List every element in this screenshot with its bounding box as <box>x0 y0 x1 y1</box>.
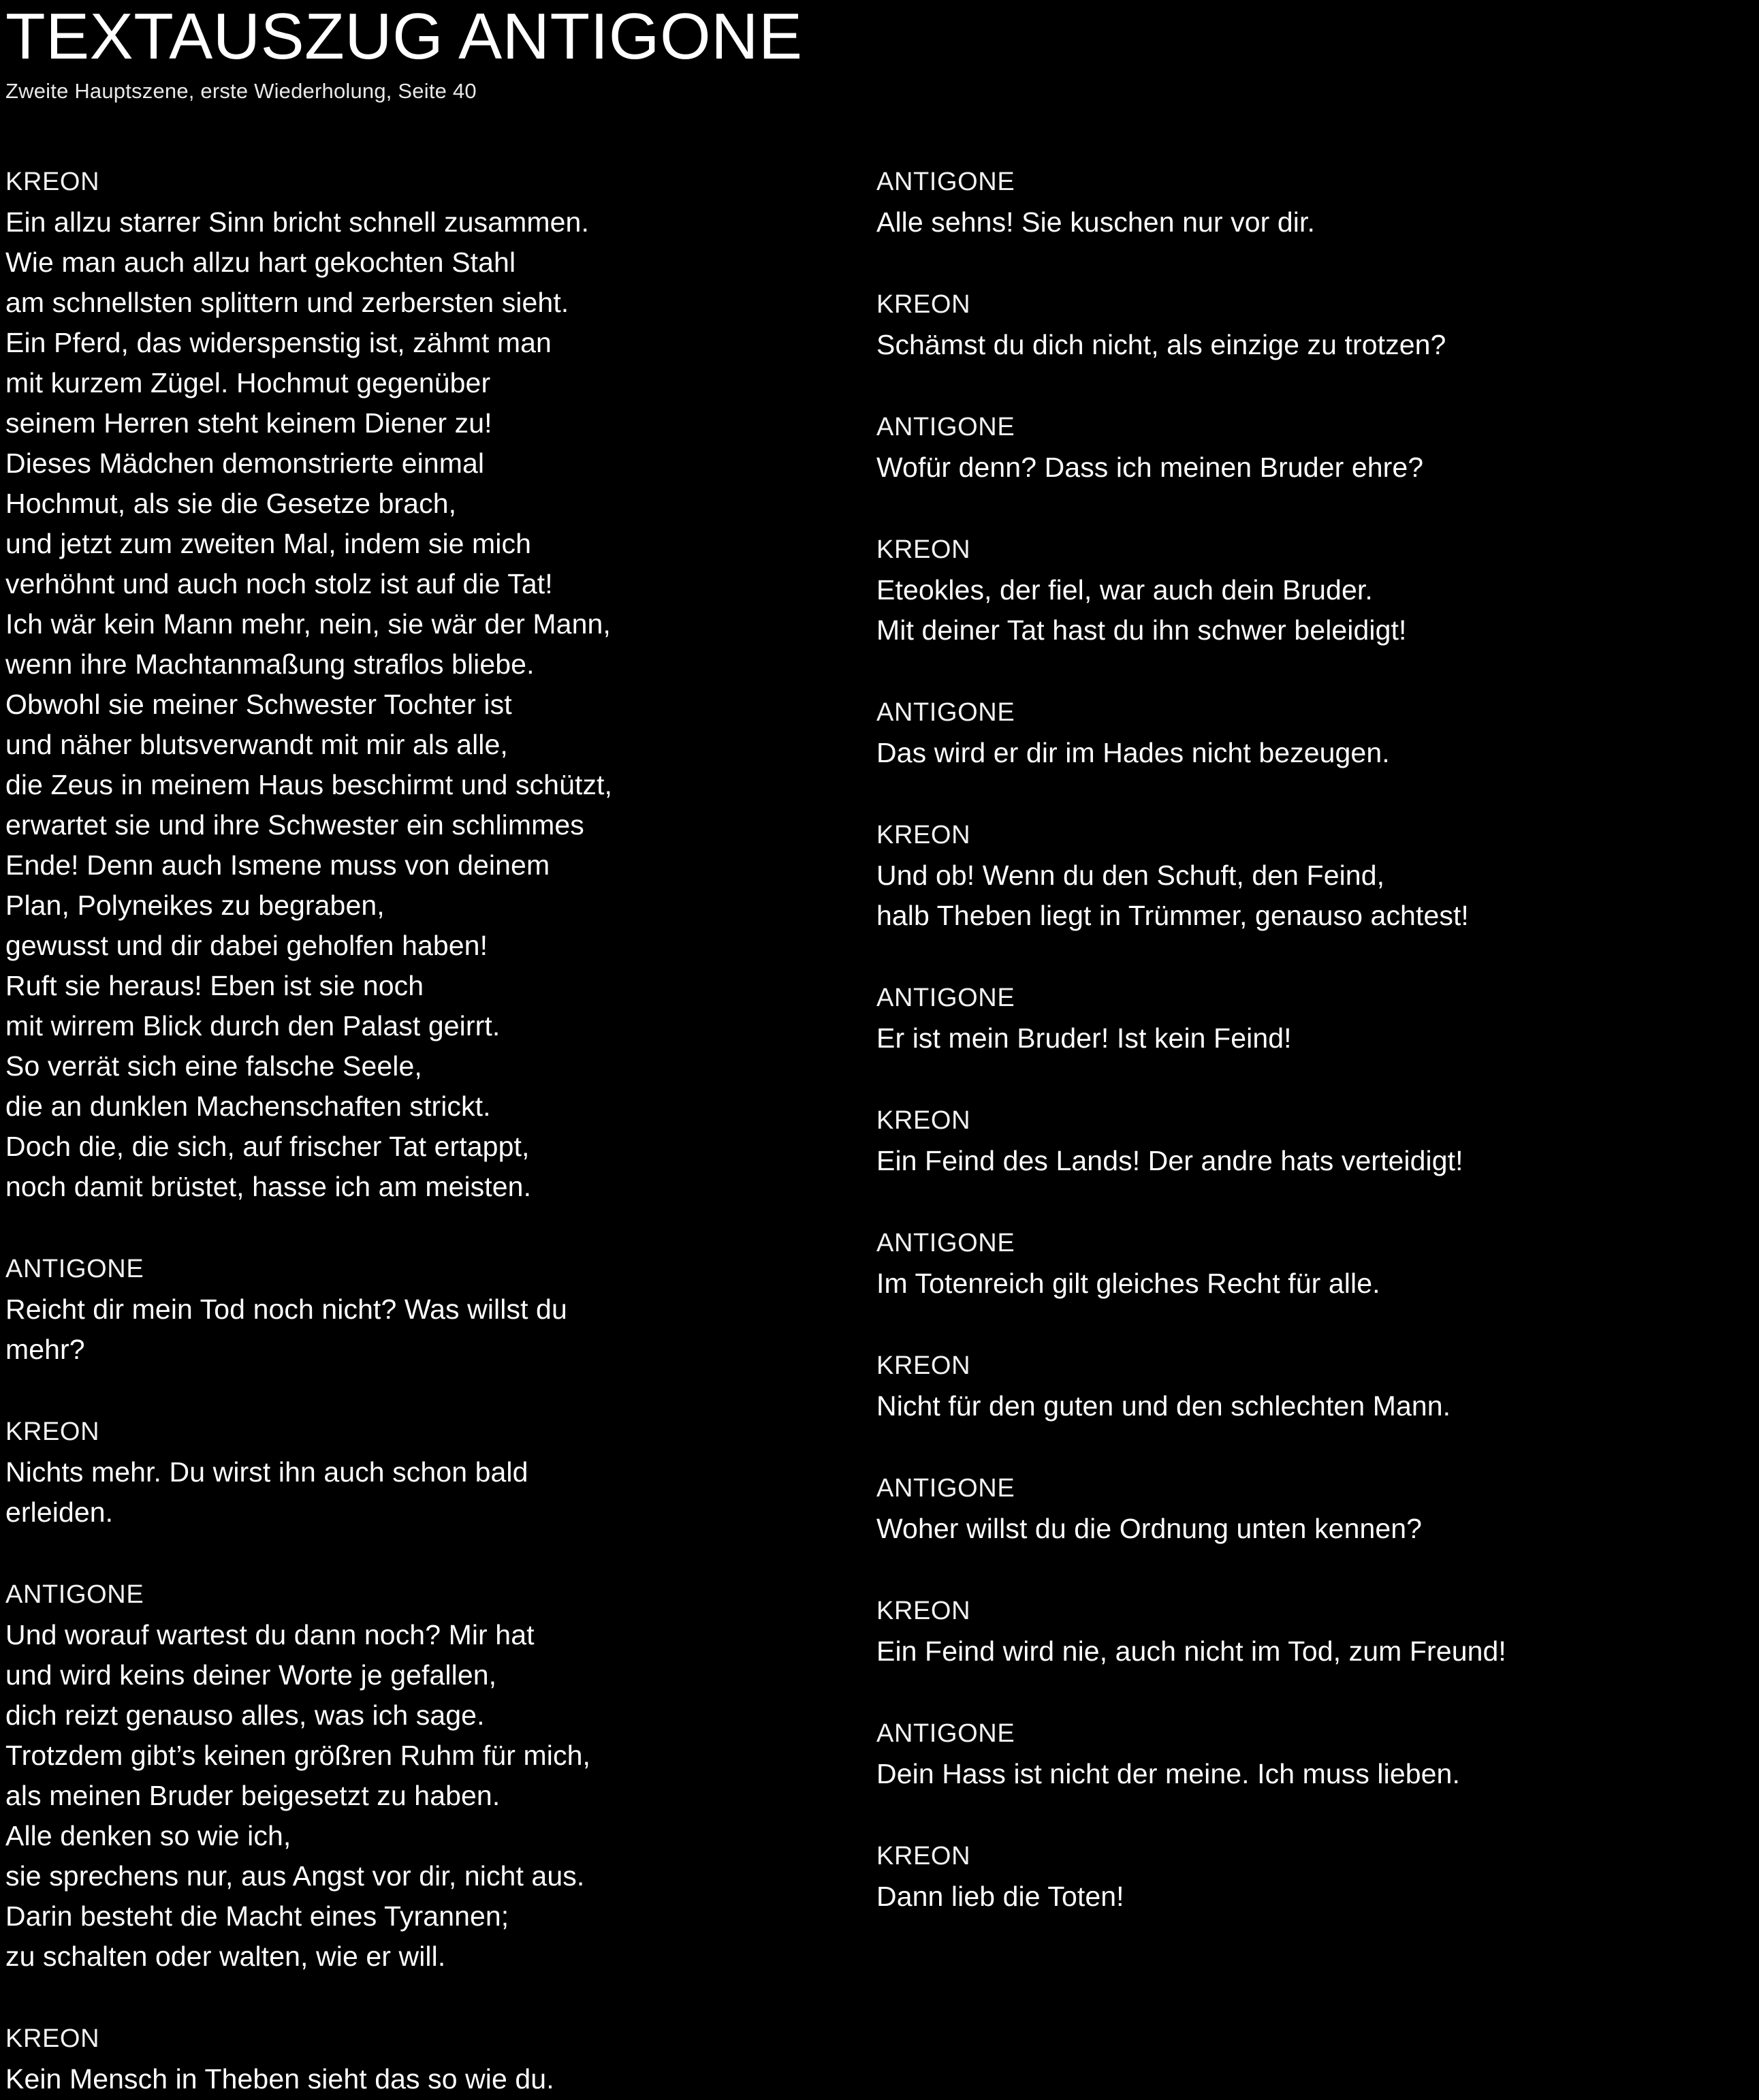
speech-block <box>876 1714 1745 1794</box>
speech-block <box>876 1346 1745 1426</box>
dialogue-line: Ein Feind wird nie, auch nicht im Tod, zum Freund! <box>876 1635 1506 1667</box>
dialogue-line: wenn ihre Machtanmaßung straflos bliebe. <box>5 648 535 680</box>
dialogue-line: Woher willst du die Ordnung unten kennen? <box>876 1513 1423 1544</box>
speech-block <box>876 530 1745 651</box>
dialogue-line: gewusst und dir dabei geholfen haben! <box>5 930 488 961</box>
dialogue-line: halb Theben liegt in Trümmer, genauso achtest! <box>876 900 1469 931</box>
speaker-name: KREON <box>876 290 971 319</box>
dialogue-line: und jetzt zum zweiten Mal, indem sie mich <box>5 528 532 559</box>
speaker-name: KREON <box>876 1351 971 1380</box>
page-subtitle: Zweite Hauptszene, erste Wiederholung, Seite 40 <box>5 79 477 103</box>
dialogue-line: mit wirrem Blick durch den Palast geirrt. <box>5 1010 501 1041</box>
speaker-name: KREON <box>876 1842 971 1870</box>
page-title: TEXTAUSZUG ANTIGONE <box>5 0 803 73</box>
speech-block <box>876 978 1745 1059</box>
dialogue-column-right <box>861 162 1759 1917</box>
dialogue-line: noch damit brüstet, hasse ich am meisten. <box>5 1171 532 1202</box>
dialogue-line: Nichts mehr. Du wirst ihn auch schon bald <box>5 1456 528 1488</box>
speaker-name: ANTIGONE <box>876 698 1015 727</box>
dialogue-column-left <box>0 162 861 2099</box>
dialogue-line: So verrät sich eine falsche Seele, <box>5 1050 422 1082</box>
speech-block <box>876 285 1745 365</box>
speech-block <box>5 1575 848 1977</box>
speaker-name: ANTIGONE <box>876 1229 1015 1257</box>
dialogue-line: Ein allzu starrer Sinn bricht schnell zusammen. <box>5 206 589 238</box>
dialogue-line: Doch die, die sich, auf frischer Tat ertappt, <box>5 1131 530 1162</box>
dialogue-line: seinem Herren steht keinem Diener zu! <box>5 407 492 439</box>
dialogue-line: die an dunklen Machenschaften strickt. <box>5 1091 491 1122</box>
dialogue-line: Ich wär kein Mann mehr, nein, sie wär der Mann, <box>5 608 611 640</box>
speaker-name: ANTIGONE <box>876 168 1015 196</box>
dialogue-line: Nicht für den guten und den schlechten Mann. <box>876 1390 1451 1422</box>
dialogue-columns <box>0 162 1759 2099</box>
dialogue-line: Reicht dir mein Tod noch nicht? Was willst du <box>5 1294 567 1325</box>
dialogue-line: Alle sehns! Sie kuschen nur vor dir. <box>876 206 1315 238</box>
speaker-name: KREON <box>5 1417 100 1446</box>
speaker-name: ANTIGONE <box>5 1580 144 1609</box>
dialogue-line: erleiden. <box>5 1496 114 1528</box>
dialogue-line: Wofür denn? Dass ich meinen Bruder ehre? <box>876 452 1424 483</box>
speech-block <box>876 815 1745 936</box>
dialogue-line: Hochmut, als sie die Gesetze brach, <box>5 488 457 519</box>
speech-block <box>876 1469 1745 1549</box>
dialogue-line: Eteokles, der fiel, war auch dein Bruder. <box>876 574 1373 606</box>
dialogue-line: Mit deiner Tat hast du ihn schwer beleidigt! <box>876 614 1407 646</box>
speech-block <box>876 162 1745 242</box>
speaker-name: KREON <box>876 821 971 849</box>
speaker-name: KREON <box>5 2024 100 2053</box>
speaker-name: ANTIGONE <box>876 1719 1015 1748</box>
dialogue-line: und näher blutsverwandt mit mir als alle, <box>5 729 508 760</box>
speech-block <box>5 2019 848 2099</box>
speech-block <box>5 1249 848 1370</box>
speaker-name: KREON <box>5 168 100 196</box>
dialogue-line: Und ob! Wenn du den Schuft, den Feind, <box>876 860 1385 891</box>
dialogue-line: zu schalten oder walten, wie er will. <box>5 1941 446 1972</box>
dialogue-line: Das wird er dir im Hades nicht bezeugen. <box>876 737 1390 768</box>
dialogue-line: Schämst du dich nicht, als einzige zu trotzen? <box>876 329 1446 360</box>
dialogue-line: Ein Pferd, das widerspenstig ist, zähmt man <box>5 327 552 358</box>
dialogue-line: Dieses Mädchen demonstrierte einmal <box>5 448 485 479</box>
speech-block <box>5 162 848 1207</box>
speaker-name: ANTIGONE <box>876 413 1015 441</box>
speech-block <box>876 1101 1745 1181</box>
dialogue-line: Er ist mein Bruder! Ist kein Feind! <box>876 1022 1292 1054</box>
speaker-name: KREON <box>876 1106 971 1135</box>
speech-block <box>876 1591 1745 1672</box>
speech-block <box>876 1836 1745 1917</box>
dialogue-line: als meinen Bruder beigesetzt zu haben. <box>5 1780 501 1811</box>
speaker-name: KREON <box>876 535 971 564</box>
dialogue-line: Kein Mensch in Theben sieht das so wie du. <box>5 2063 554 2095</box>
dialogue-line: und wird keins deiner Worte je gefallen, <box>5 1659 497 1691</box>
speech-block <box>876 693 1745 773</box>
dialogue-line: mit kurzem Zügel. Hochmut gegenüber <box>5 367 491 398</box>
dialogue-line: Dein Hass ist nicht der meine. Ich muss lieben. <box>876 1758 1460 1789</box>
dialogue-line: Im Totenreich gilt gleiches Recht für alle. <box>876 1268 1380 1299</box>
dialogue-line: am schnellsten splittern und zerbersten sieht. <box>5 287 569 318</box>
dialogue-line: Und worauf wartest du dann noch? Mir hat <box>5 1619 535 1650</box>
dialogue-line: Obwohl sie meiner Schwester Tochter ist <box>5 689 512 720</box>
dialogue-line: Ende! Denn auch Ismene muss von deinem <box>5 849 550 881</box>
speech-block <box>876 407 1745 488</box>
dialogue-line: Wie man auch allzu hart gekochten Stahl <box>5 247 516 278</box>
speech-block <box>5 1412 848 1533</box>
dialogue-line: Alle denken so wie ich, <box>5 1820 291 1851</box>
speaker-name: ANTIGONE <box>876 1474 1015 1503</box>
dialogue-line: Darin besteht die Macht eines Tyrannen; <box>5 1900 509 1932</box>
dialogue-line: sie sprechens nur, aus Angst vor dir, nicht aus. <box>5 1860 585 1892</box>
speaker-name: ANTIGONE <box>5 1255 144 1283</box>
dialogue-line: die Zeus in meinem Haus beschirmt und schützt, <box>5 769 613 800</box>
speaker-name: KREON <box>876 1597 971 1625</box>
dialogue-line: dich reizt genauso alles, was ich sage. <box>5 1699 485 1731</box>
dialogue-line: Plan, Polyneikes zu begraben, <box>5 890 385 921</box>
speech-block <box>876 1223 1745 1304</box>
document-header <box>5 0 1749 104</box>
dialogue-line: Ruft sie heraus! Eben ist sie noch <box>5 970 424 1001</box>
dialogue-line: Trotzdem gibt’s keinen größren Ruhm für mich, <box>5 1740 590 1771</box>
dialogue-line: Dann lieb die Toten! <box>876 1881 1124 1912</box>
speaker-name: ANTIGONE <box>876 984 1015 1012</box>
dialogue-line: Ein Feind des Lands! Der andre hats verteidigt! <box>876 1145 1463 1176</box>
dialogue-line: erwartet sie und ihre Schwester ein schlimmes <box>5 809 584 841</box>
dialogue-line: mehr? <box>5 1334 85 1365</box>
dialogue-line: verhöhnt und auch noch stolz ist auf die Tat! <box>5 568 553 599</box>
